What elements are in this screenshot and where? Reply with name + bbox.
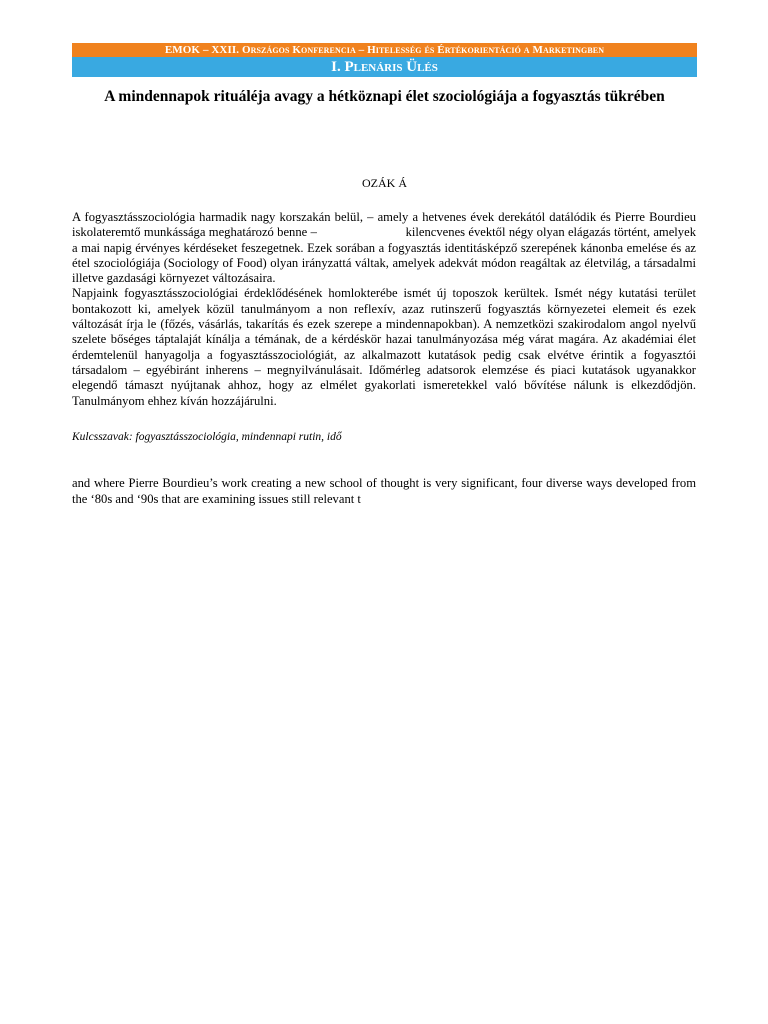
conference-header xyxy=(72,43,697,77)
author-name: OZÁK Á xyxy=(362,176,407,190)
english-abstract xyxy=(72,476,696,507)
abstract-paragraph-1-part-a: A fogyasztásszociológia harmadik nagy korszakán belül, – amely a hetvenes évek derekától datálódik és Pierre Bourdieu iskolateremtő munkássága meghatározó benne – xyxy=(72,210,696,240)
session-banner: I. Plenáris Ülés xyxy=(72,57,697,77)
paper-title: A mindennapok rituáléja avagy a hétköznapi élet szociológiája a fogyasztás tükrében xyxy=(104,88,665,105)
abstract-paragraph-1 xyxy=(72,210,696,286)
abstract-paragraph-2: Napjaink fogyasztásszociológiai érdeklődésének homlokterébe ismét új toposzok kerültek. Ismét négy kutatási terület bontakozott ki, amelyek közül tanulmányom a non reflexív, azaz rutinszerű fogyasztás környezetei elemeit és ezek változását írja le (főzés, vásárlás, takarítás és ezek szerepe a mindennapokban). A nemzetközi szakirodalom angol nyelvű szelete bőséges táptalaját kínálja a témának, de a kérdéskör hazai tanulmányozása még várat magára. Az akadémiai élet érdemtelenül hanyagolja a fogyasztásszociológiát, az alkalmazott kutatások pedig csak elvétve érintik a fogyasztói társadalom – egyébiránt inherens – megnyilvánulásait. Időmérleg adatsorok elemzése és piaci kutatások ugyanakkor elegendő támaszt nyújtanak ahhoz, hogy az elmélet gyakorlati ismeretekkel való bővítése nálunk is elkezdődjön. Tanulmányom ehhez kíván hozzájárulni. xyxy=(72,286,696,408)
keywords: Kulcsszavak: fogyasztásszociológia, mindennapi rutin, idő xyxy=(72,431,342,443)
english-paragraph: and where Pierre Bourdieu’s work creating a new school of thought is very significant, four diverse ways developed from the ‘80s and ‘90s that are examining issues still relevant t xyxy=(72,476,696,506)
abstract-paragraph-1-part-b: kilencvenes évektől négy olyan elágazás történt, amelyek a mai napig érvényes kérdéseket feszegetnek. Ezek sorában a fogyasztás identitásképző szerepének kánonba emelése és az étel szociológiája (Sociology of Food) olyan irányzattá váltak, amelyek adekvát módon reagáltak az életvilág, a társadalmi illetve gazdasági környezet változásaira. xyxy=(72,225,696,286)
conference-banner: EMOK – XXII. Országos Konferencia – Hitelesség és Értékorientáció a Marketingben xyxy=(72,43,697,57)
abstract xyxy=(72,210,696,409)
